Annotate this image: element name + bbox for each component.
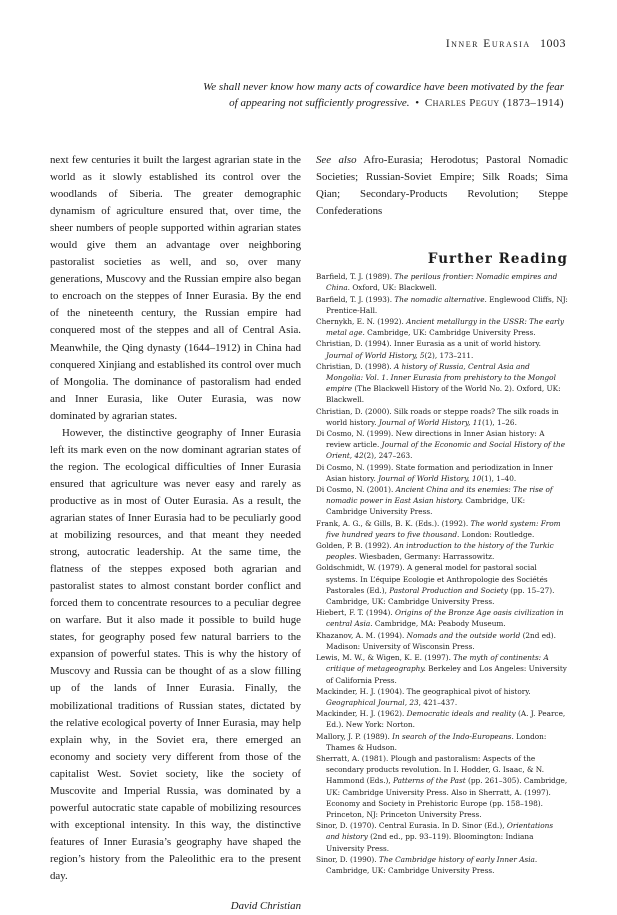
- reference-text: Sherratt, A. (1981). Plough and pastoralism: Aspects of the secondary products revolution. In I. Hodder, G. Isaac, & N. Hammond (Eds.),: [316, 753, 545, 786]
- reference-title: The myth of continents: A critique of metageography.: [326, 653, 549, 674]
- reference-item: [316, 562, 568, 607]
- further-reading-title: Further Reading: [427, 251, 568, 268]
- reference-title: Nomads and the outside world: [406, 630, 521, 640]
- reference-text: Barfield, T. J. (1989).: [316, 272, 395, 282]
- reference-item: [316, 753, 568, 820]
- bullet-icon: •: [415, 96, 420, 109]
- reference-text: Sinor, D. (1990).: [316, 854, 379, 864]
- running-head-section: Inner Eurasia: [445, 38, 531, 50]
- reference-text: Goldschmidt, W. (1979). A general model for pastoral social systems. In L’équipe Ecologie et Anthropologie des Sociétés Pastorales (Ed.),: [316, 563, 548, 595]
- epigraph-line-2: [190, 96, 564, 112]
- running-head: [446, 36, 566, 51]
- reference-text: (2nd ed., pp. 93–119). Bloomington: Indiana University Press.: [326, 832, 534, 853]
- epigraph-quote-end: of appearing not sufficiently progressive.: [229, 96, 410, 109]
- reference-item: [316, 731, 568, 753]
- reference-title: The Cambridge history of early Inner Asia.: [378, 854, 538, 864]
- reference-text: (The Blackwell History of the World No. 2). Oxford, UK: Blackwell.: [326, 384, 561, 405]
- reference-title: Orientations and history: [326, 821, 554, 842]
- reference-text: Khazanov, A. M. (1994).: [316, 630, 407, 640]
- reference-title: Ancient metallurgy in the USSR: The early metal age.: [326, 317, 564, 338]
- reference-title: The world system: From five hundred years to five thousand.: [326, 518, 561, 539]
- reference-text: London: Thames & Hudson.: [326, 731, 547, 752]
- reference-text: Frank, A. G., & Gills, B. K. (Eds.). (1992).: [316, 518, 471, 528]
- body-column-left: [50, 152, 301, 915]
- reference-text: (A. J. Pearce, Ed.). New York: Norton.: [326, 709, 566, 730]
- reference-text: (pp. 261–305). Cambridge, UK: Cambridge University Press. Also in Sherratt, A. (1997). Economy and Society in Prehistoric Europe (pp. 158–198). Princeton, NJ: Princeton University Press.: [326, 776, 568, 819]
- reference-text: Di Cosmo, N. (1999). State formation and periodization in Inner Asian history.: [316, 462, 553, 483]
- reference-text: Cambridge, UK: Cambridge University Press.: [364, 328, 536, 338]
- reference-text: Mackinder, H. J. (1962).: [316, 709, 407, 719]
- reference-item: [316, 854, 568, 876]
- reference-title: Origins of the Bronze Age oasis civilization in central Asia.: [326, 608, 564, 629]
- reference-item: [316, 271, 568, 293]
- reference-text: Christian, D. (1994). Inner Eurasia as a unit of world history.: [316, 339, 541, 349]
- reference-text: Lewis, M. W., & Wigen, K. E. (1997).: [316, 653, 454, 663]
- reference-item: [316, 316, 568, 338]
- reference-text: (1), 1–26.: [482, 417, 517, 427]
- reference-title: Journal of World History, 10: [378, 473, 482, 483]
- reference-text: (pp. 15–27). Cambridge, UK: Cambridge University Press.: [326, 585, 555, 607]
- reference-text: (2nd ed). Madison: University of Wisconsin Press.: [326, 630, 556, 651]
- reference-text: , 421–437.: [418, 697, 458, 707]
- reference-item: [316, 462, 568, 484]
- reference-text: Wiesbaden, Germany: Harrassowitz.: [356, 552, 495, 562]
- reference-text: London: Routledge.: [459, 529, 535, 539]
- reference-title: Patterns of the Past: [393, 776, 466, 786]
- reference-title: The nomadic alternative.: [394, 294, 487, 304]
- reference-item: [316, 652, 568, 686]
- reference-text: Christian, D. (1998).: [316, 361, 394, 371]
- reference-text: (1), 1–40.: [481, 473, 517, 483]
- reference-item: [316, 338, 568, 360]
- reference-text: Mallory, J. P. (1989).: [316, 731, 393, 741]
- reference-title: In search of the Indo-Europeans.: [392, 731, 514, 741]
- reference-text: Hiebert, F. T. (1994).: [316, 608, 395, 618]
- reference-item: [316, 540, 568, 562]
- epigraph-line-1: We shall never know how many acts of cowardice have been motivated by the fear: [203, 81, 564, 93]
- reference-item: [316, 428, 568, 462]
- reference-title: A history of Russia, Central Asia and Mongolia: Vol. 1. Inner Eurasia from prehistory to the Mongol empire: [326, 361, 556, 394]
- reference-text: Mackinder, H. J. (1904). The geographical pivot of history.: [316, 686, 531, 696]
- reference-text: Berkeley and Los Angeles: University of California Press.: [326, 664, 567, 685]
- reference-item: [316, 820, 568, 854]
- reference-title: Geographical Journal, 23: [326, 697, 419, 707]
- reference-text: Barfield, T. J. (1993).: [316, 294, 395, 304]
- article-author: David Christian: [230, 900, 301, 913]
- reference-text: Sinor, D. (1970). Central Eurasia. In D. Sinor (Ed.),: [316, 821, 507, 831]
- further-reading-list: [316, 271, 568, 876]
- reference-item: [316, 630, 568, 652]
- reference-item: [316, 361, 568, 406]
- reference-item: [316, 607, 568, 629]
- reference-text: Englewood Cliffs, NJ: Prentice-Hall.: [326, 294, 568, 315]
- reference-item: [316, 686, 568, 708]
- epigraph: [190, 80, 564, 111]
- reference-text: Di Cosmo, N. (1999). New directions in Inner Asian history: A review article.: [316, 429, 545, 450]
- reference-text: Di Cosmo, N. (2001).: [316, 485, 396, 495]
- body-paragraph-1: next few centuries it built the largest agrarian state in the world as it slowly established its control over the woodlands of Siberia. The greater demographic dynamism of agriculture ensured that, over time, the sheer numbers of people supported within agrarian states would give them an advantage over neighboring pastoralist societies as well, and so, over many generations, Muscovy and the Russian empire also began to encroach on the steppes of Inner Eurasia. By the end of the nineteenth century, the Russian empire had conquered most of the steppes and all of Central Asia. Meanwhile, the Qing dynasty (1644–1912) in China had conquered Xinjiang and established its control over much of Mongolia. The dominance of pastoralism had ended and Inner Eurasia, like Outer Eurasia, was now dominated by agrarian states.: [50, 154, 301, 422]
- reference-item: [316, 518, 568, 540]
- see-also-links[interactable]: Afro-Eurasia; Herodotus; Pastoral Nomadic Societies; Russian-Soviet Empire; Silk Roads; Sima Qian; Secondary-Products Revolution; Steppe Confederations: [316, 154, 568, 218]
- reference-item: [316, 484, 568, 518]
- reference-text: Oxford, UK: Blackwell.: [350, 283, 437, 293]
- body-paragraph-2: However, the distinctive geography of Inner Eurasia left its mark even on the now dominant agrarian states of the region. The ecological difficulties of Inner Eurasia ensured that agriculture was never easy and rarely as productive as in most of Outer Eurasia. As a result, the agrarian states of Inner Eurasia had to be peculiarly good at mobilizing resources, and that meant they needed strong, autocratic leadership. At the same time, the flatness of the steppes exposed both agrarian and pastoralist states to almost constant border conflict and forced them to concentrate resources to a peculiar degree on warfare. But it also made it possible to build huge states, for geography posed few natural barriers to the expansion of powerful states. This is why the history of Muscovy and Russia can be thought of as a slow filling up of the lands of Inner Eurasia. Finally, the mobilizational traditions of Russian states, dictated by the relative ecological poverty of Inner Eurasia, may help explain why, in the Soviet era, there emerged an economy and society very different from those of the capitalist West. Soviet society, like the society of Muscovite and Imperial Russia, was dominated by a powerful autocratic state capable of mobilizing resources with exceptional intensity. In this way, the distinctive features of Inner Eurasia’s geography have shaped the region’s history from the Paleolithic era to the present day.: [50, 426, 301, 882]
- reference-text: Christian, D. (2000). Silk roads or steppe roads? The silk roads in world history.: [316, 406, 559, 427]
- reference-title: Journal of World History, 11: [378, 417, 483, 427]
- reference-item: [316, 294, 568, 316]
- see-also: [316, 152, 568, 220]
- reference-text: Golden, P. B. (1992).: [316, 541, 394, 551]
- reference-title: Ancient China and its enemies: The rise of nomadic power in East Asian history.: [326, 485, 553, 506]
- reference-text: (2), 247–263.: [363, 451, 413, 461]
- reference-title: Democratic ideals and reality: [406, 709, 516, 719]
- reference-text: Cambridge, UK: Cambridge University Press.: [326, 865, 495, 875]
- reference-text: Cambridge, MA: Peabody Museum.: [372, 619, 506, 629]
- see-also-lead: See also: [316, 154, 357, 166]
- reference-title: Pastoral Production and Society: [389, 585, 508, 595]
- body-column-right: [316, 152, 568, 876]
- reference-text: Chernykh, E. N. (1992).: [316, 317, 407, 326]
- reference-title: The perilous frontier: Nomadic empires and China.: [326, 272, 558, 293]
- epigraph-author: Charles Peguy (1873–1914): [424, 96, 564, 109]
- reference-text: Cambridge, UK: Cambridge University Press.: [326, 496, 526, 517]
- reference-title: An introduction to the history of the Turkic peoples.: [326, 541, 554, 562]
- reference-title: Journal of World History, 5: [326, 350, 425, 360]
- reference-text: (2), 173–211.: [424, 350, 474, 360]
- reference-item: [316, 406, 568, 428]
- reference-title: Journal of the Economic and Social History of the Orient, 42: [326, 440, 566, 461]
- page-number: 1003: [540, 36, 566, 50]
- reference-item: [316, 708, 568, 730]
